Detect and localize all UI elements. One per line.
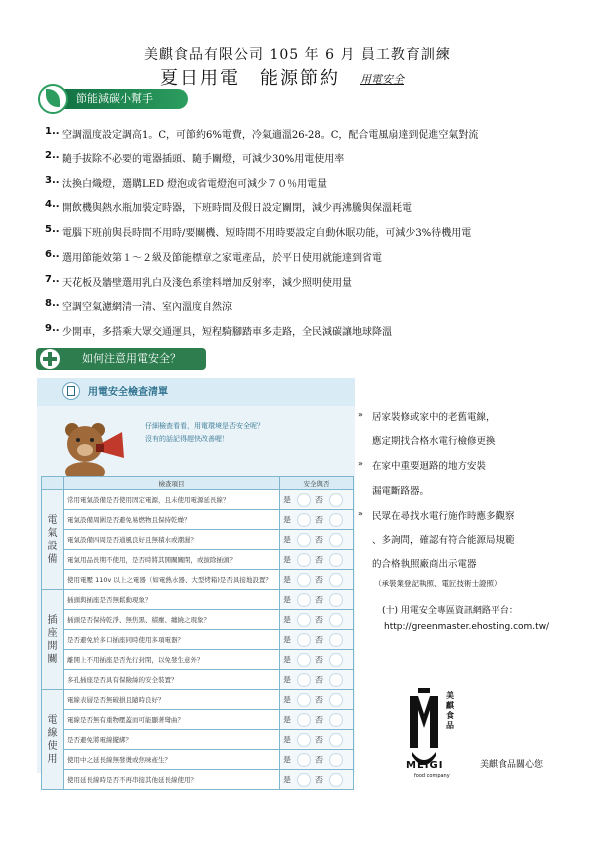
tip-number: 6.. (45, 249, 60, 260)
no-radio[interactable] (329, 653, 343, 667)
leaf-icon (38, 84, 68, 114)
no-label: 否 (315, 775, 323, 784)
yes-radio[interactable] (297, 533, 311, 547)
tip-text: 隨手拔除不必要的電器插頭、隨手關燈，可減少30%用電使用率 (62, 154, 345, 165)
yes-label: 是 (283, 555, 291, 564)
logo-tagline: food company (414, 773, 450, 779)
no-label: 否 (315, 555, 323, 564)
bubble-line2: 沒有的話記得趕快改善喔！ (145, 435, 229, 443)
yes-label: 是 (283, 755, 291, 764)
table-row (42, 710, 354, 730)
table-row (42, 690, 354, 710)
tip-text: 電腦下班前與長時間不用時/要關機、短時間不用時要設定自動休眠功能，可減少3%待機用電 (62, 228, 472, 239)
check-item: 電氣設備周圍是否避免易燃物且保持乾燥？ (64, 510, 280, 530)
no-radio[interactable] (329, 593, 343, 607)
safety-checklist-table (41, 476, 354, 790)
check-item: 使用中之延長線無發燙或焦味產生？ (64, 750, 280, 770)
no-label: 否 (315, 495, 323, 504)
checklist-title: 用電安全檢查清單 (88, 387, 168, 398)
tip-number: 4.. (45, 199, 60, 210)
table-row (42, 770, 354, 790)
tip-text: 空調空氣濾網清一清、室內溫度自然涼 (62, 302, 232, 313)
yes-label: 是 (283, 635, 291, 644)
no-label: 否 (315, 575, 323, 584)
answer-cell (280, 610, 354, 630)
tip-text: 汰換白熾燈，選購LED 燈泡或省電燈泡可減少７０％用電量 (62, 179, 328, 190)
clipboard-icon (62, 382, 80, 400)
note-line: （承裝業登記執照、電匠技術士證照） (374, 579, 502, 588)
tip-text: 少開車，多搭乘大眾交通運具，短程騎腳踏車多走路，全民減碳讓地球降溫 (62, 327, 392, 338)
no-radio[interactable] (329, 533, 343, 547)
yes-label: 是 (283, 655, 291, 664)
check-item: 多孔插座是否具有保險絲的安全裝置？ (64, 670, 280, 690)
no-label: 否 (315, 695, 323, 704)
yes-label: 是 (283, 715, 291, 724)
document-title: 夏日用電 能源節約 (160, 68, 340, 89)
no-radio[interactable] (329, 693, 343, 707)
section2-banner (36, 348, 206, 370)
tip-number: 8.. (45, 298, 60, 309)
tip-text: 開飲機與熱水瓶加裝定時器，下班時間及假日設定關閉，減少再沸騰與保溫耗電 (62, 203, 412, 214)
table-row (42, 490, 354, 510)
no-radio[interactable] (329, 633, 343, 647)
no-radio[interactable] (329, 553, 343, 567)
check-item: 電氣設備四周是否通風良好且無積水或潮濕？ (64, 530, 280, 550)
no-radio[interactable] (329, 733, 343, 747)
table-head-answer: 安全與否 (280, 477, 354, 490)
table-head-item: 檢查項目 (64, 477, 280, 490)
check-item: 電線是否無有重物壓蓋而可能顯著彎曲？ (64, 710, 280, 730)
check-item: 是否避免於多口插座同時使用多項電器？ (64, 630, 280, 650)
yes-label: 是 (283, 675, 291, 684)
table-row (42, 650, 354, 670)
yes-label: 是 (283, 615, 291, 624)
tip-number: 3.. (45, 175, 60, 186)
table-row (42, 610, 354, 630)
answer-cell (280, 590, 354, 610)
yes-radio[interactable] (297, 773, 311, 787)
note-line: 在家中重要迴路的地方安裝 (372, 461, 487, 472)
table-row (42, 550, 354, 570)
yes-label: 是 (283, 735, 291, 744)
tip-text: 天花板及牆壁選用乳白及淺色系塗料增加反射率，減少照明使用量 (62, 278, 352, 289)
yes-label: 是 (283, 595, 291, 604)
check-item: 插頭是否保持乾淨、無焦黑、積塵、纏繞之現象？ (64, 610, 280, 630)
no-radio[interactable] (329, 773, 343, 787)
yes-radio[interactable] (297, 573, 311, 587)
logo-english-name: MEIGI (406, 760, 444, 771)
no-radio[interactable] (329, 753, 343, 767)
category-cell: 電線使用 (42, 690, 64, 790)
yes-label: 是 (283, 695, 291, 704)
yes-radio[interactable] (297, 593, 311, 607)
yes-label: 是 (283, 515, 291, 524)
yes-label: 是 (283, 775, 291, 784)
no-radio[interactable] (329, 573, 343, 587)
tip-number: 5.. (45, 224, 60, 235)
no-label: 否 (315, 655, 323, 664)
arrow-bullet-icon: » (358, 509, 363, 518)
table-row (42, 670, 354, 690)
no-label: 否 (315, 515, 323, 524)
section1-title: 節能減碳小幫手 (76, 92, 153, 105)
no-label: 否 (315, 675, 323, 684)
tip-number: 9.. (45, 323, 60, 334)
check-item: 常用電氣設備是否使用固定電源，且未使用電源延長線？ (64, 490, 280, 510)
yes-radio[interactable] (297, 713, 311, 727)
document-header-line1: 美麒食品有限公司 105 年 6 月 員工教育訓練 (144, 47, 451, 63)
bear-megaphone-illustration (56, 418, 130, 480)
no-label: 否 (315, 615, 323, 624)
arrow-bullet-icon: » (358, 410, 363, 419)
reference-url[interactable]: http://greenmaster.ehosting.com.tw/ (384, 622, 550, 632)
answer-cell (280, 510, 354, 530)
no-radio[interactable] (329, 713, 343, 727)
yes-radio[interactable] (297, 733, 311, 747)
table-head-blank (42, 477, 64, 490)
note-line: 居家裝修或家中的老舊電線， (372, 412, 496, 423)
logo-chinese-name: 美麒食品 (446, 690, 454, 730)
note-line: 民眾在尋找水電行施作時應多觀察 (372, 511, 515, 522)
check-item: 使用電壓 110v 以上之電器（如電熱水器、大型烤箱)是否具接地設置？ (64, 570, 280, 590)
answer-cell (280, 690, 354, 710)
no-label: 否 (315, 715, 323, 724)
tip-number: 1.. (45, 126, 60, 137)
table-row (42, 590, 354, 610)
reference-label: (十) 用電安全專區資訊網路平台： (382, 606, 518, 616)
no-label: 否 (315, 735, 323, 744)
yes-radio[interactable] (297, 553, 311, 567)
answer-cell (280, 530, 354, 550)
note-line: 應定期找合格水電行檢修更換 (372, 436, 496, 447)
answer-cell (280, 670, 354, 690)
check-item: 使用延長線時是否不再串接其他延長線使用？ (64, 770, 280, 790)
no-radio[interactable] (329, 613, 343, 627)
tip-text: 空調溫度設定調高1。C，可節約6%電費，冷氣適溫26-28。C，配合電風扇達到促進空氣對流 (62, 130, 479, 141)
no-radio[interactable] (329, 513, 343, 527)
table-row (42, 510, 354, 530)
yes-radio[interactable] (297, 753, 311, 767)
yes-label: 是 (283, 535, 291, 544)
tip-number: 7.. (45, 274, 60, 285)
section2-title: 如何注意用電安全？ (82, 352, 181, 365)
check-item: 電氣用品長期不使用，是否時將其開關關閉，或拔除插頭？ (64, 550, 280, 570)
table-row (42, 630, 354, 650)
company-care-text: 美麒食品關心您 (480, 760, 544, 770)
answer-cell (280, 710, 354, 730)
check-item: 離開上不用插座是否先行封閉，以免發生意外？ (64, 650, 280, 670)
note-line: 、多詢問，確認有符合能源局規範 (372, 535, 515, 546)
table-row (42, 570, 354, 590)
tip-number: 2.. (45, 150, 60, 161)
table-row (42, 730, 354, 750)
category-cell: 插座開關 (42, 590, 64, 690)
arrow-bullet-icon: » (358, 459, 363, 468)
table-row (42, 750, 354, 770)
table-row (42, 530, 354, 550)
no-radio[interactable] (329, 493, 343, 507)
tip-text: 選用節能效第１～２級及節能標章之家電產品，於平日使用就能達到省電 (62, 253, 382, 264)
no-label: 否 (315, 635, 323, 644)
speech-bubble (145, 420, 317, 446)
plus-icon (40, 349, 60, 369)
no-label: 否 (315, 535, 323, 544)
answer-cell (280, 630, 354, 650)
yes-radio[interactable] (297, 633, 311, 647)
answer-cell (280, 770, 354, 790)
no-label: 否 (315, 595, 323, 604)
yes-radio[interactable] (297, 653, 311, 667)
no-radio[interactable] (329, 673, 343, 687)
check-item: 電線表層是否無破損且隨時良好？ (64, 690, 280, 710)
yes-radio[interactable] (297, 613, 311, 627)
check-item: 插頭與插座是否無鬆動現象？ (64, 590, 280, 610)
note-line: 漏電斷路器。 (372, 486, 430, 497)
yes-label: 是 (283, 575, 291, 584)
category-cell: 電氣設備 (42, 490, 64, 590)
checklist-panel-header (37, 378, 355, 406)
answer-cell (280, 550, 354, 570)
answer-cell (280, 730, 354, 750)
answer-cell (280, 570, 354, 590)
no-label: 否 (315, 755, 323, 764)
answer-cell (280, 490, 354, 510)
note-line: 的合格執照廠商出示電器 (372, 559, 477, 570)
yes-radio[interactable] (297, 693, 311, 707)
document-subtitle: 用電安全 (360, 73, 404, 86)
answer-cell (280, 750, 354, 770)
yes-radio[interactable] (297, 493, 311, 507)
yes-radio[interactable] (297, 513, 311, 527)
bubble-line1: 仔細檢查看看，用電環境是否安全呢？ (145, 422, 264, 430)
yes-label: 是 (283, 495, 291, 504)
answer-cell (280, 650, 354, 670)
check-item: 是否避免將電線擺綁？ (64, 730, 280, 750)
yes-radio[interactable] (297, 673, 311, 687)
